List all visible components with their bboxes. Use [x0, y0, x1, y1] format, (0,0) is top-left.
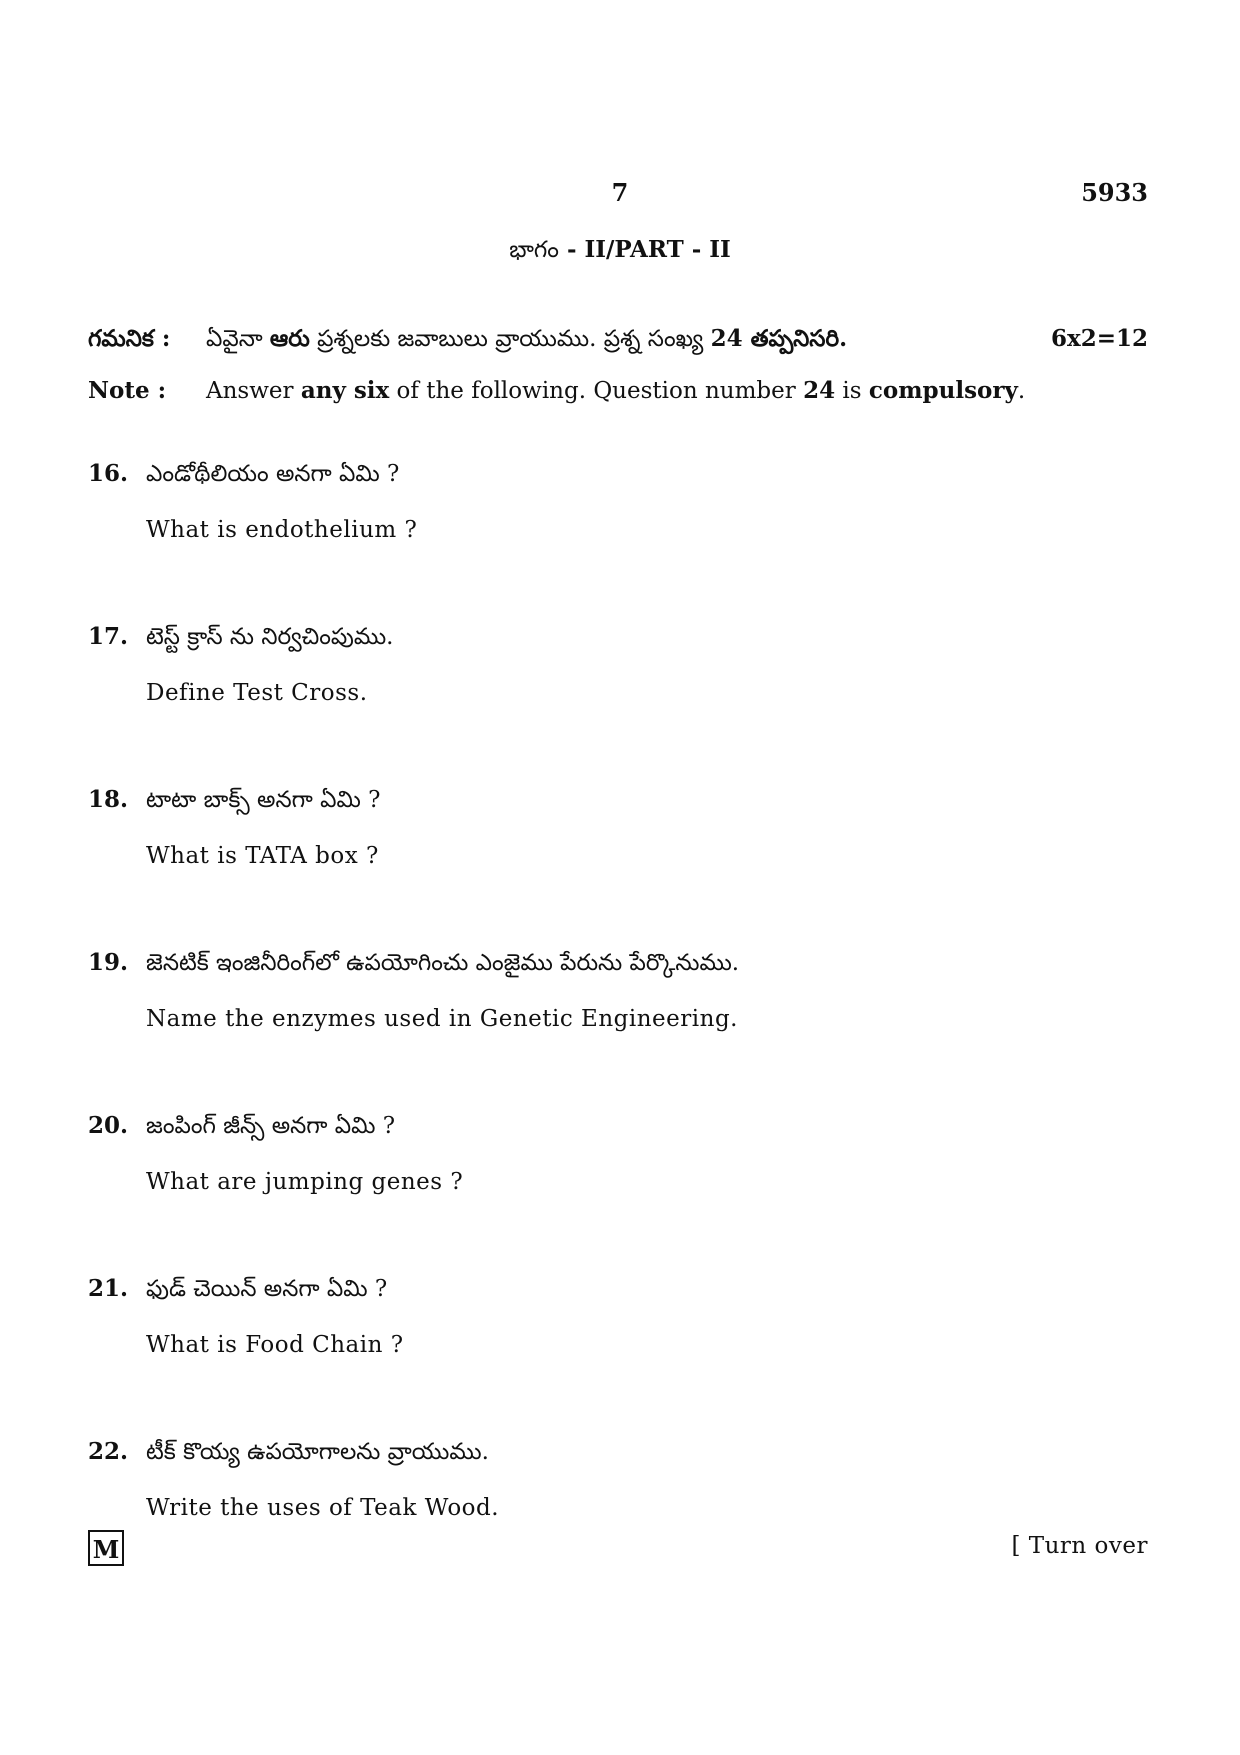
part-heading	[0, 236, 1240, 269]
question-text-english: What is Food Chain ?	[146, 1332, 404, 1358]
question-text-telugu: ఎండోథీలియం అనగా ఏమి ?	[146, 461, 400, 487]
question-number: 17.	[88, 623, 129, 650]
question-number: 22.	[88, 1438, 129, 1465]
question-text-telugu: టీక్ కొయ్య ఉపయోగాలను వ్రాయుము.	[146, 1439, 489, 1465]
question-16	[88, 460, 1148, 543]
question-number: 18.	[88, 786, 129, 813]
question-text-english: Write the uses of Teak Wood.	[146, 1495, 500, 1521]
question-text-telugu: ఫుడ్ చెయిన్ అనగా ఏమి ?	[146, 1276, 388, 1302]
question-text-english: What is TATA box ?	[146, 843, 379, 869]
question-22	[88, 1438, 1148, 1521]
question-number: 16.	[88, 460, 129, 487]
question-text-telugu: టెస్ట్ క్రాస్ ను నిర్వచింపుము.	[146, 624, 394, 650]
note-en-part: Answer	[206, 378, 301, 404]
note-telugu	[88, 325, 1148, 358]
question-text-english: Define Test Cross.	[146, 680, 368, 706]
question-18	[88, 786, 1148, 869]
question-number: 20.	[88, 1112, 129, 1139]
question-text-telugu: జెనటిక్ ఇంజినీరింగ్‌లో ఉపయోగించు ఎంజైము పేరును పేర్కొనుము.	[146, 950, 740, 976]
note-en-any-six: any six	[300, 377, 390, 404]
page-number: 7	[611, 178, 629, 207]
note-label-telugu: గమనిక :	[88, 325, 171, 352]
question-20	[88, 1112, 1148, 1195]
question-19	[88, 949, 1148, 1032]
turn-over-note: [ Turn over	[1011, 1533, 1148, 1559]
note-en-question-number: 24	[803, 377, 836, 404]
note-te-question-number: 24	[710, 325, 743, 352]
part-label-telugu: భాగం	[509, 237, 559, 263]
part-label-english: - II/PART - II	[558, 236, 731, 263]
note-en-part: of the following. Question number	[389, 378, 804, 404]
note-te-compulsory: తప్పనిసరి.	[742, 325, 848, 352]
question-text-english: What is endothelium ?	[146, 517, 418, 543]
note-en-compulsory: compulsory	[868, 377, 1018, 404]
question-text-english: What are jumping genes ?	[146, 1169, 464, 1195]
note-en-period: .	[1017, 378, 1026, 404]
question-text-telugu: టాటా బాక్స్ అనగా ఏమి ?	[146, 787, 381, 813]
note-te-emphasis: ఆరు	[269, 325, 310, 352]
note-text-english	[206, 377, 1148, 404]
question-text-telugu: జంపింగ్ జీన్స్ అనగా ఏమి ?	[146, 1113, 396, 1139]
note-label-english: Note :	[88, 377, 167, 404]
note-english	[88, 377, 1148, 404]
paper-code: 5933	[1081, 178, 1148, 207]
question-21	[88, 1275, 1148, 1358]
medium-mark-box: M	[88, 1530, 124, 1566]
note-en-part: is	[835, 378, 869, 404]
note-te-part: ఏవైనా	[206, 326, 270, 352]
question-number: 21.	[88, 1275, 129, 1302]
question-17	[88, 623, 1148, 706]
question-text-english: Name the enzymes used in Genetic Engineering.	[146, 1006, 738, 1032]
question-number: 19.	[88, 949, 129, 976]
note-text-telugu	[206, 325, 1051, 358]
marks-allocation: 6x2=12	[1051, 325, 1148, 352]
note-te-part: ప్రశ్నలకు జవాబులు వ్రాయుము. ప్రశ్న సంఖ్య	[309, 326, 711, 352]
